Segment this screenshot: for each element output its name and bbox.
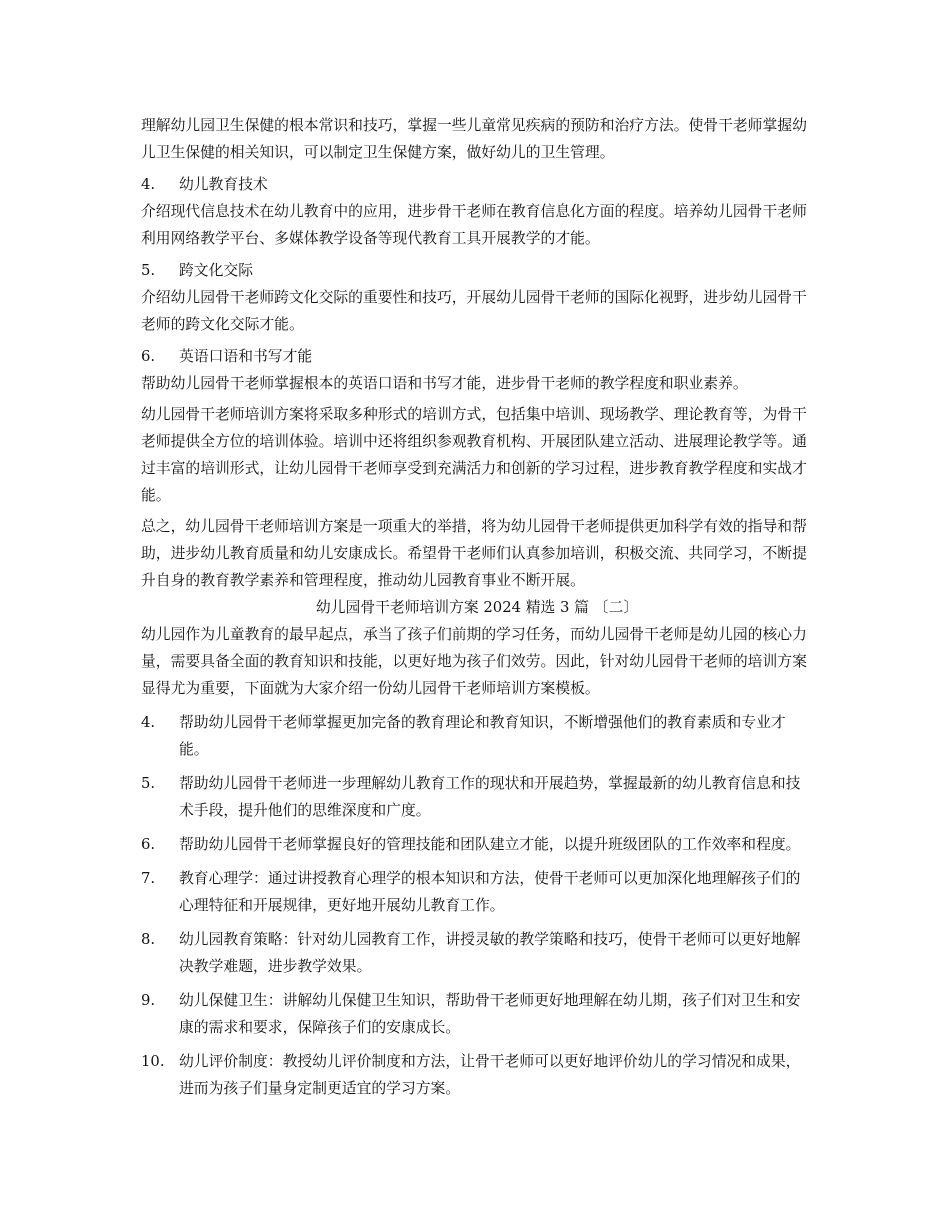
- heading-number: 4.: [141, 176, 156, 193]
- list-item: [141, 1048, 813, 1102]
- list-item: [141, 770, 813, 824]
- list-item-text: 帮助幼儿园骨干老师掌握更加完备的教育理论和教育知识，不断增强他们的教育素质和专业才能。: [179, 714, 786, 758]
- list-item-number: 6.: [141, 836, 156, 853]
- list-item-text: 教育心理学：通过讲授教育心理学的根本知识和方法，使骨干老师可以更加深化地理解孩子们的心理特征和开展规律，更好地开展幼儿教育工作。: [179, 870, 801, 914]
- list-item: [141, 865, 813, 919]
- heading-text: 英语口语和书写才能: [179, 348, 313, 365]
- paragraph-english: 帮助幼儿园骨干老师掌握根本的英语口语和书写才能，进步骨干老师的教学程度和职业素养。: [141, 375, 748, 392]
- numbered-list: [141, 709, 813, 1102]
- paragraph-cross-culture: 介绍幼儿园骨干老师跨文化交际的重要性和技巧，开展幼儿园骨干老师的国际化视野，进步幼儿园骨干老师的跨文化交际才能。: [141, 289, 807, 333]
- heading-text: 跨文化交际: [179, 262, 253, 279]
- list-item-text: 帮助幼儿园骨干老师掌握良好的管理技能和团队建立才能，以提升班级团队的工作效率和程度。: [179, 836, 801, 853]
- list-item: [141, 987, 813, 1041]
- section-heading-4: [141, 171, 813, 198]
- heading-text: 幼儿教育技术: [179, 176, 268, 193]
- list-item: [141, 831, 813, 858]
- section-title: 幼儿园骨干老师培训方案 2024 精选 3 篇 〔二〕: [315, 599, 639, 616]
- heading-number: 5.: [141, 262, 156, 279]
- list-item-text: 幼儿园教育策略：针对幼儿园教育工作，讲授灵敏的教学策略和技巧，使骨干老师可以更好地解决教学难题，进步教学效果。: [179, 931, 801, 975]
- list-item: [141, 926, 813, 980]
- section-heading-5: [141, 257, 813, 284]
- heading-number: 6.: [141, 348, 156, 365]
- list-item-text: 幼儿评价制度：教授幼儿评价制度和方法，让骨干老师可以更好地评价幼儿的学习情况和成果，进而为孩子们量身定制更适宜的学习方案。: [179, 1053, 801, 1097]
- document-page: [141, 112, 813, 1102]
- list-item-number: 7.: [141, 870, 156, 887]
- paragraph-hygiene: 理解幼儿园卫生保健的根本常识和技巧，掌握一些儿童常见疾病的预防和治疗方法。使骨干老师掌握幼儿卫生保健的相关知识，可以制定卫生保健方案，做好幼儿的卫生管理。: [141, 117, 807, 161]
- list-item-text: 帮助幼儿园骨干老师进一步理解幼儿教育工作的现状和开展趋势，掌握最新的幼儿教育信息和技术手段，提升他们的思维深度和广度。: [179, 775, 801, 819]
- paragraph-training-forms: 幼儿园骨干老师培训方案将采取多种形式的培训方式，包括集中培训、现场教学、理论教育等，为骨干老师提供全方位的培训体验。培训中还将组织参观教育机构、开展团队建立活动、进展理论教学等。通过丰富的培训形式，让幼儿园骨干老师享受到充满活力和创新的学习过程，进步教育教学程度和实战才能。: [141, 406, 807, 504]
- list-item-number: 5.: [141, 775, 156, 792]
- list-item-number: 4.: [141, 714, 156, 731]
- list-item-number: 9.: [141, 992, 156, 1009]
- section-heading-6: [141, 343, 813, 370]
- list-item-text: 幼儿保健卫生：讲解幼儿保健卫生知识，帮助骨干老师更好地理解在幼儿期，孩子们对卫生和安康的需求和要求，保障孩子们的安康成长。: [179, 992, 801, 1036]
- paragraph-intro: 幼儿园作为儿童教育的最早起点，承当了孩子们前期的学习任务，而幼儿园骨干老师是幼儿园的核心力量，需要具备全面的教育知识和技能，以更好地为孩子们效劳。因此，针对幼儿园骨干老师的培训方案显得尤为重要，下面就为大家介绍一份幼儿园骨干老师培训方案模板。: [141, 626, 807, 697]
- paragraph-edu-tech: 介绍现代信息技术在幼儿教育中的应用，进步骨干老师在教育信息化方面的程度。培养幼儿园骨干老师利用网络教学平台、多媒体教学设备等现代教育工具开展教学的才能。: [141, 203, 807, 247]
- list-item-number: 8.: [141, 931, 156, 948]
- list-item: [141, 709, 813, 763]
- paragraph-summary: 总之，幼儿园骨干老师培训方案是一项重大的举措，将为幼儿园骨干老师提供更加科学有效的指导和帮助，进步幼儿教育质量和幼儿安康成长。希望骨干老师们认真参加培训，积极交流、共同学习，不断提升自身的教育教学素养和管理程度，推动幼儿园教育事业不断开展。: [141, 518, 807, 589]
- list-item-number: 10.: [141, 1053, 165, 1070]
